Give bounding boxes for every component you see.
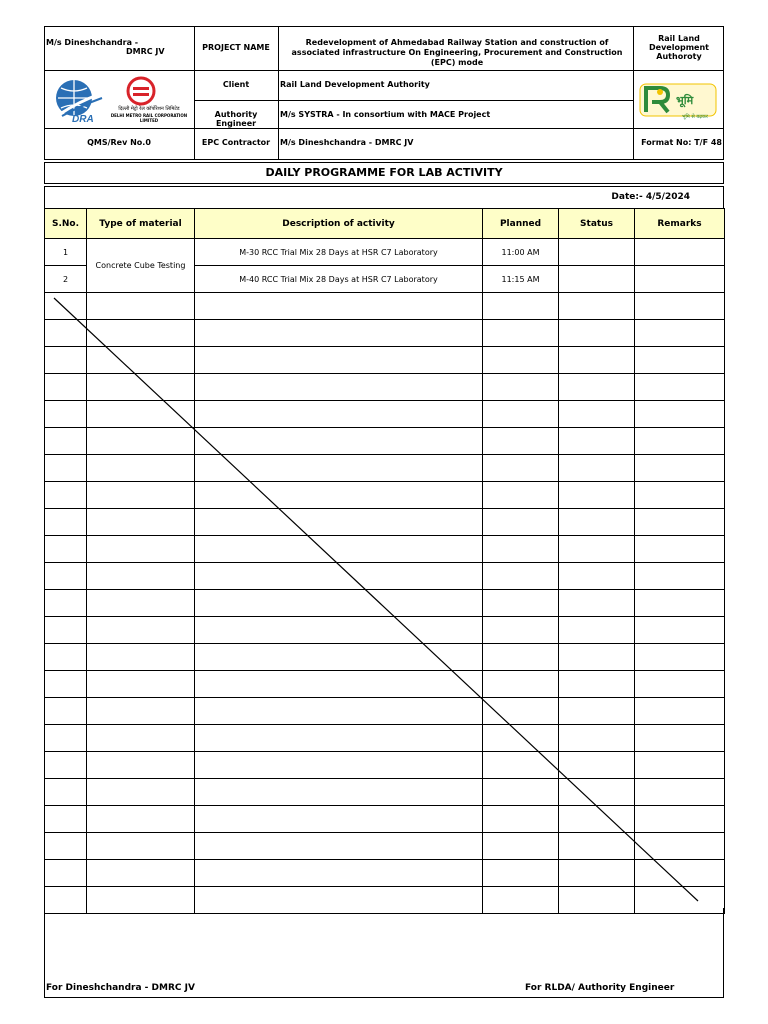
project-label: PROJECT NAME [202,43,270,52]
empty-cell [483,293,559,320]
empty-cell [635,455,725,482]
empty-cell [559,698,635,725]
cell-planned: 11:00 AM [483,239,559,266]
cell-sno: 2 [45,266,87,293]
empty-cell [483,833,559,860]
empty-cell [635,752,725,779]
empty-cell [483,374,559,401]
engineer-value: M/s SYSTRA - In consortium with MACE Project [280,110,491,119]
empty-cell [483,428,559,455]
empty-cell [559,401,635,428]
empty-cell [483,779,559,806]
table-row-empty [45,833,725,860]
empty-cell [87,590,195,617]
empty-cell [87,320,195,347]
rlda-logo [638,78,720,124]
empty-cell [87,617,195,644]
empty-cell [45,455,87,482]
empty-cell [483,860,559,887]
empty-cell [87,374,195,401]
empty-cell [195,347,483,374]
empty-cell [635,509,725,536]
empty-cell [483,671,559,698]
empty-cell [483,617,559,644]
table-row-empty [45,671,725,698]
empty-cell [195,590,483,617]
empty-cell [483,455,559,482]
empty-cell [483,401,559,428]
epc-label: EPC Contractor [201,138,271,147]
table-row-empty [45,779,725,806]
dmrc-hindi: दिल्ली मेट्रो रेल कॉर्पोरेशन लिमिटेड [118,106,180,112]
empty-cell [195,563,483,590]
empty-cell [87,563,195,590]
dmrc-logo [106,76,192,124]
table-row-empty [45,347,725,374]
empty-cell [87,698,195,725]
cell-status [559,266,635,293]
empty-cell [559,779,635,806]
empty-cell [559,590,635,617]
rlda-tagline: भूमि से बढ़कर [682,114,708,120]
table-row-empty [45,563,725,590]
empty-cell [635,401,725,428]
table-row-empty [45,644,725,671]
footer-right-signature: For RLDA/ Authority Engineer [525,983,675,993]
table-row-empty [45,536,725,563]
empty-cell [45,320,87,347]
empty-cell [45,698,87,725]
cell-remarks [635,239,725,266]
svg-text:भूमि: भूमि [676,94,694,107]
epc-value: M/s Dineshchandra - DMRC JV [280,138,414,147]
company-name [46,38,194,56]
column-header-description: Description of activity [195,209,483,239]
empty-cell [195,779,483,806]
empty-cell [87,860,195,887]
empty-cell [87,455,195,482]
table-header-row [45,209,725,239]
empty-cell [195,725,483,752]
empty-cell [45,347,87,374]
empty-cell [635,779,725,806]
empty-cell [87,833,195,860]
project-name: Redevelopment of Ahmedabad Railway Station and construction of associated infrastructure On Engineering, Procurement and Construction (EPC) mode [291,38,623,67]
empty-cell [45,590,87,617]
empty-cell [559,833,635,860]
empty-cell [45,563,87,590]
empty-cell [45,725,87,752]
empty-cell [483,806,559,833]
dra-logo-text: DRA [72,114,94,124]
empty-cell [559,509,635,536]
empty-cell [483,482,559,509]
empty-cell [483,725,559,752]
empty-cell [45,293,87,320]
empty-cell [195,536,483,563]
empty-cell [87,752,195,779]
empty-cell [635,806,725,833]
rlda-title-line1: Rail Land [658,34,700,43]
empty-cell [87,806,195,833]
empty-cell [635,320,725,347]
empty-cell [635,428,725,455]
client-value: Rail Land Development Authority [280,80,430,89]
empty-cell [87,725,195,752]
cell-status [559,239,635,266]
empty-cell [559,752,635,779]
empty-cell [45,752,87,779]
empty-cell [559,482,635,509]
empty-cell [483,590,559,617]
lab-activity-table [44,208,725,914]
empty-cell [45,374,87,401]
empty-cell [87,536,195,563]
empty-cell [635,563,725,590]
empty-cell [483,698,559,725]
empty-cell [45,401,87,428]
empty-cell [195,320,483,347]
empty-cell [195,617,483,644]
empty-cell [483,320,559,347]
empty-cell [45,617,87,644]
empty-cell [559,347,635,374]
empty-cell [45,860,87,887]
empty-cell [483,752,559,779]
rlda-title-line3: Authoroty [656,52,702,61]
empty-cell [195,374,483,401]
empty-cell [635,347,725,374]
empty-cell [195,806,483,833]
empty-cell [195,671,483,698]
empty-cell [87,428,195,455]
empty-cell [559,617,635,644]
empty-cell [45,482,87,509]
empty-cell [195,698,483,725]
empty-cell [195,752,483,779]
column-header-status: Status [559,209,635,239]
empty-cell [559,725,635,752]
empty-cell [195,293,483,320]
format-number: Format No: T/F 48 [641,138,722,147]
empty-cell [559,806,635,833]
empty-cell [195,860,483,887]
empty-cell [635,590,725,617]
cell-material: Concrete Cube Testing [87,239,195,293]
empty-cell [635,860,725,887]
empty-cell [483,644,559,671]
table-row-empty [45,401,725,428]
column-header-sno: S.No. [45,209,87,239]
empty-cell [559,644,635,671]
cell-planned: 11:15 AM [483,266,559,293]
table-row-empty [45,293,725,320]
table-row-empty [45,725,725,752]
table-row [45,239,725,266]
table-row-empty [45,320,725,347]
empty-cell [483,509,559,536]
cell-remarks [635,266,725,293]
empty-cell [635,671,725,698]
table-row-empty [45,455,725,482]
empty-cell [559,428,635,455]
empty-cell [635,293,725,320]
empty-cell [195,455,483,482]
empty-cell [483,563,559,590]
empty-cell [87,509,195,536]
empty-cell [45,833,87,860]
footer-left-signature: For Dineshchandra - DMRC JV [46,983,195,993]
column-header-remarks: Remarks [635,209,725,239]
empty-cell [87,644,195,671]
engineer-label: Authority Engineer [214,110,258,128]
cell-description: M-30 RCC Trial Mix 28 Days at HSR C7 Laboratory [195,239,483,266]
table-row-empty [45,806,725,833]
cell-sno: 1 [45,239,87,266]
empty-cell [87,347,195,374]
empty-cell [87,293,195,320]
empty-cell [559,563,635,590]
empty-cell [195,509,483,536]
table-row-empty [45,428,725,455]
column-header-material: Type of material [87,209,195,239]
empty-cell [635,617,725,644]
empty-cell [559,536,635,563]
empty-cell [45,509,87,536]
empty-cell [559,374,635,401]
company-name-line1: M/s Dineshchandra - [46,38,139,47]
empty-cell [635,698,725,725]
empty-cell [635,644,725,671]
empty-cell [45,428,87,455]
column-header-planned: Planned [483,209,559,239]
table-row-empty [45,617,725,644]
empty-cell [45,806,87,833]
empty-cell [195,833,483,860]
empty-cell [559,455,635,482]
rlda-title-line2: Development [649,43,709,52]
empty-cell [559,320,635,347]
cell-description: M-40 RCC Trial Mix 28 Days at HSR C7 Laboratory [195,266,483,293]
empty-cell [87,482,195,509]
date-label: Date:- 4/5/2024 [611,192,690,202]
client-label: Client [222,80,250,89]
empty-cell [635,482,725,509]
company-name-line2: DMRC JV [126,47,165,56]
table-row-empty [45,374,725,401]
dra-logo [52,76,104,124]
table-row-empty [45,509,725,536]
empty-cell [635,536,725,563]
empty-cell [635,725,725,752]
dmrc-english: DELHI METRO RAIL CORPORATION LIMITED [110,113,188,123]
empty-cell [87,671,195,698]
qms-label: QMS/Rev No.0 [87,138,151,147]
table-row-empty [45,698,725,725]
empty-cell [559,293,635,320]
table-row-empty [45,590,725,617]
table-row-empty [45,860,725,887]
empty-cell [45,779,87,806]
empty-cell [635,833,725,860]
empty-cell [483,536,559,563]
empty-cell [195,482,483,509]
empty-cell [559,671,635,698]
empty-cell [45,671,87,698]
page-title: DAILY PROGRAMME FOR LAB ACTIVITY [265,166,503,179]
empty-cell [195,428,483,455]
empty-cell [45,644,87,671]
empty-cell [559,860,635,887]
empty-cell [195,401,483,428]
table-row-empty [45,752,725,779]
empty-cell [195,644,483,671]
empty-cell [87,401,195,428]
empty-cell [87,779,195,806]
empty-cell [635,374,725,401]
empty-cell [45,536,87,563]
rlda-title [634,34,724,61]
empty-cell [483,347,559,374]
table-row-empty [45,482,725,509]
